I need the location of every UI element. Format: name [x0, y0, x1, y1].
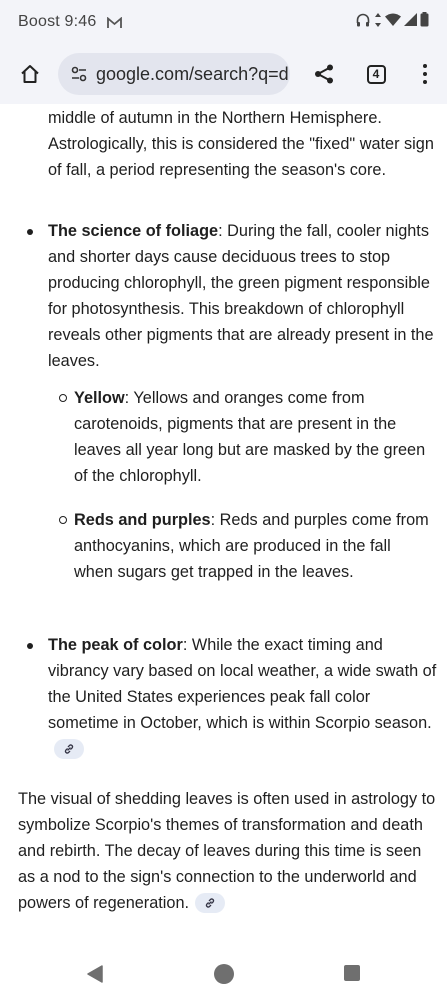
intro-continuation: middle of autumn in the Northern Hemisphere. Astrologically, this is considered the "fixed" water sign of fall, a period representing the season's core. [48, 109, 434, 179]
link-icon [204, 897, 216, 909]
list-item-text: : While the exact timing and vibrancy vary based on local weather, a wide swath of the United States experiences peak fall color sometime in October, which is within Scorpio season. [48, 636, 437, 732]
share-icon [313, 63, 335, 85]
address-bar[interactable] [58, 53, 290, 95]
home-button[interactable] [10, 54, 50, 94]
gmail-icon [107, 16, 122, 28]
battery-icon [420, 12, 429, 32]
hollow-bullet [59, 394, 67, 402]
tab-count: 4 [367, 65, 386, 84]
wifi-icon [385, 13, 401, 32]
site-settings-icon[interactable] [70, 65, 88, 83]
headset-icon [355, 12, 371, 33]
back-button[interactable] [86, 965, 104, 983]
back-triangle-icon [86, 965, 104, 983]
carrier-time: Boost 9:46 [18, 13, 97, 30]
status-bar [0, 0, 447, 44]
home-icon [19, 63, 41, 85]
data-arrows-icon [374, 12, 382, 33]
list-item [48, 632, 440, 762]
sub-item-text: : Yellows and oranges come from carotenoids, pigments that are present in the leaves all year long but are masked by the green of the chlorophyll. [74, 389, 426, 485]
list-item-text: : During the fall, cooler nights and shorter days cause deciduous trees to stop producing chlorophyll, the green pigment responsible for photosynthesis. This breakdown of chlorophyll reveals other pigments that are already present in the leaves. [48, 222, 434, 370]
bullet-dot [27, 229, 33, 235]
list-item-title: The peak of color [48, 636, 183, 654]
signal-icon [404, 13, 417, 31]
list-item [48, 218, 440, 374]
outro-paragraph [18, 786, 438, 916]
share-button[interactable] [304, 54, 344, 94]
system-navigation-bar [0, 950, 447, 1000]
tab-switcher-button[interactable] [356, 54, 396, 94]
source-link-button[interactable] [54, 739, 84, 759]
bullet-dot [27, 643, 33, 649]
recents-button[interactable] [344, 965, 360, 981]
more-menu-button[interactable] [410, 54, 440, 94]
search-result-content [0, 104, 447, 950]
list-item-title: The science of foliage [48, 222, 219, 240]
browser-toolbar [0, 44, 447, 104]
sub-item-text: : Reds and purples come from anthocyanins, which are produced in the fall when sugars get trapped in the leaves. [74, 511, 429, 581]
url-text[interactable]: google.com/search?q=d [96, 63, 289, 84]
sub-item-title: Yellow [74, 389, 125, 407]
status-icons [355, 12, 429, 33]
sub-item-title: Reds and purples [74, 511, 211, 529]
hollow-bullet [59, 516, 67, 524]
source-link-button[interactable] [195, 893, 225, 913]
home-circle-button[interactable] [214, 964, 234, 984]
link-icon [63, 743, 75, 755]
outro-text: The visual of shedding leaves is often used in astrology to symbolize Scorpio's themes of transformation and death and rebirth. The decay of leaves during this time is seen as a nod to the sign's connection to the underworld and powers of regeneration. [18, 790, 436, 912]
sub-list-item [74, 507, 434, 585]
sub-list-item [74, 385, 434, 489]
more-vert-icon [423, 64, 427, 68]
